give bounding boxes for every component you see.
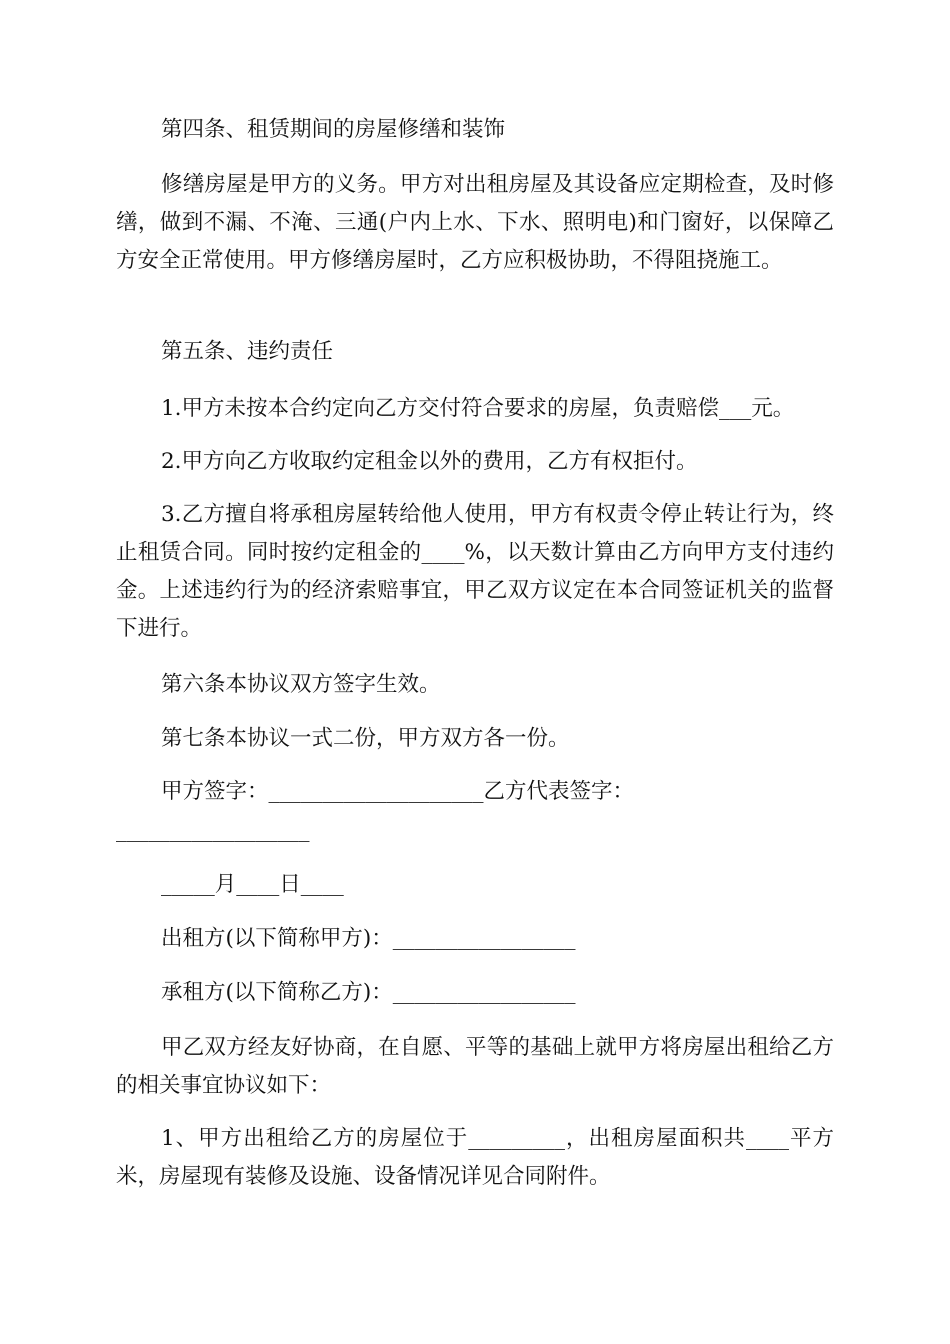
preamble: 甲乙双方经友好协商，在自愿、平等的基础上就甲方将房屋出租给乙方的相关事宜协议如下：	[116, 1035, 834, 1098]
article-5-clause-2: 2.甲方向乙方收取约定租金以外的费用，乙方有权拒付。	[161, 449, 698, 474]
article-4-body: 修缮房屋是甲方的义务。甲方对出租房屋及其设备应定期检查，及时修缮，做到不漏、不淹、三通(户内上水、下水、照明电)和门窗好，以保障乙方安全正常使用。甲方修缮房屋时，乙方应积极协助，不得阻挠施工。	[116, 172, 834, 273]
article-5-clause-1: 1.甲方未按本合约定向乙方交付符合要求的房屋，负责赔偿___元。	[161, 396, 795, 421]
date-line: _____月____日____	[161, 872, 344, 897]
clause-1-property: 1、甲方出租给乙方的房屋位于_________，出租房屋面积共____平方米，房屋现有装修及设施、设备情况详见合同附件。	[116, 1126, 834, 1189]
lessor-line: 出租方(以下简称甲方)：_________________	[161, 926, 576, 951]
article-4-heading: 第四条、租赁期间的房屋修缮和装饰	[161, 117, 506, 142]
article-7: 第七条本协议一式二份，甲方双方各一份。	[161, 726, 570, 751]
article-5-clause-3: 3.乙方擅自将承租房屋转给他人使用，甲方有权责令停止转让行为，终止租赁合同。同时按约定租金的____%，以天数计算由乙方向甲方支付违约金。上述违约行为的经济索赔事宜，甲乙双方议定在本合同签证机关的监督下进行。	[116, 502, 834, 641]
article-6: 第六条本协议双方签字生效。	[161, 672, 441, 697]
lessee-line: 承租方(以下简称乙方)：_________________	[161, 980, 576, 1005]
article-5-heading: 第五条、违约责任	[161, 339, 334, 364]
signature-line-continuation: __________________	[116, 818, 310, 843]
signature-line: 甲方签字：____________________乙方代表签字：	[161, 779, 635, 804]
